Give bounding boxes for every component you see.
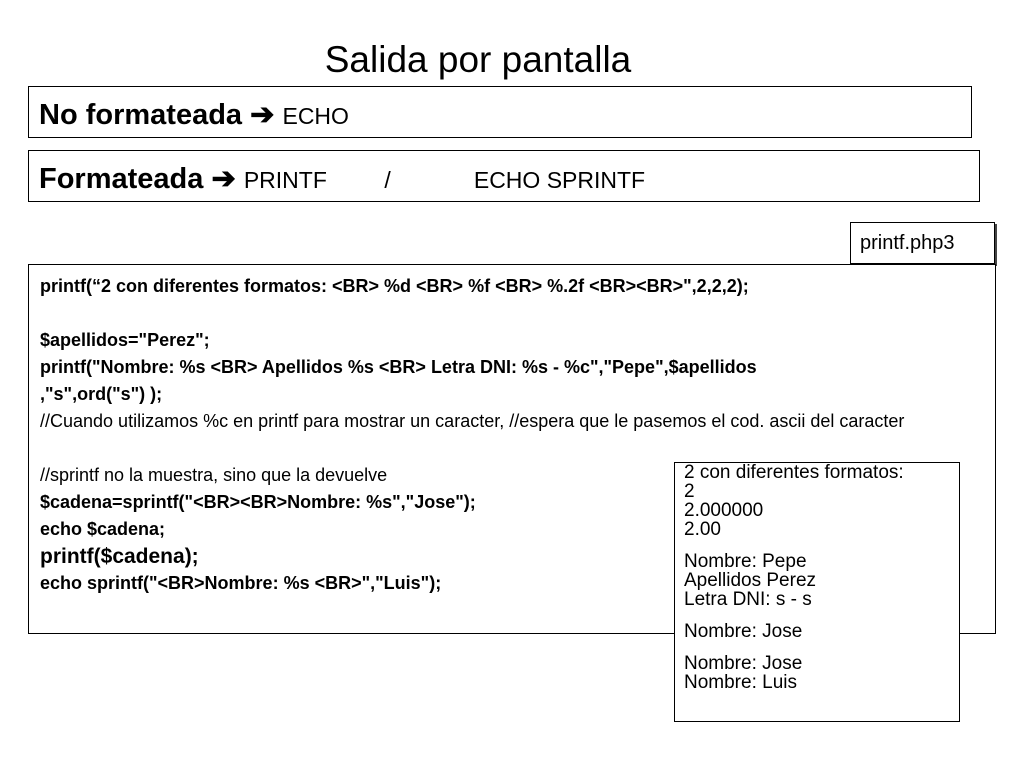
- code-line: printf("Nombre: %s <BR> Apellidos %s <BR> Letra DNI: %s - %c","Pepe",$apellidos: [40, 357, 757, 377]
- output-line: Nombre: Jose: [684, 653, 803, 674]
- formateada-box: [28, 150, 980, 202]
- code-comment: //Cuando utilizamos %c en printf para mostrar un caracter, //espera que le pasemos el cod. ascii del caracter: [40, 411, 905, 431]
- code-comment: //sprintf no la muestra, sino que la devuelve: [40, 465, 388, 485]
- code-line: printf($cadena);: [40, 545, 199, 568]
- output-line: Letra DNI: s - s: [684, 589, 812, 610]
- formateada-label: Formateada: [39, 163, 204, 195]
- arrow-right-icon: ➔: [250, 99, 275, 131]
- code-line: echo sprintf("<BR>Nombre: %s <BR>","Luis");: [40, 573, 442, 593]
- output-line: Nombre: Jose: [684, 621, 803, 642]
- output-line: Nombre: Luis: [684, 672, 797, 693]
- code-line: printf(“2 con diferentes formatos: <BR> %d <BR> %f <BR> %.2f <BR><BR>",2,2,2);: [40, 276, 749, 296]
- no-formateada-value: ECHO: [282, 103, 349, 129]
- output-line: 2 con diferentes formatos:: [684, 462, 904, 483]
- code-line: $apellidos="Perez";: [40, 330, 210, 350]
- code-line: ,"s",ord("s") );: [40, 384, 163, 404]
- no-formateada-label: No formateada: [39, 99, 243, 131]
- page-title: Salida por pantalla: [324, 39, 632, 80]
- output-line: Nombre: Pepe: [684, 551, 807, 572]
- no-formateada-box: [28, 86, 972, 138]
- code-blank-line: [40, 300, 981, 327]
- formateada-value: PRINTF / ECHO SPRINTF: [243, 167, 646, 193]
- code-blank-line: [40, 435, 981, 462]
- output-box: [674, 462, 960, 722]
- output-line: 2.000000: [684, 500, 764, 521]
- output-line: 2: [684, 481, 695, 502]
- arrow-right-icon: ➔: [211, 163, 236, 195]
- filename-label: printf.php3: [850, 222, 995, 264]
- output-line: 2.00: [684, 519, 721, 540]
- output-line: Apellidos Perez: [684, 570, 817, 591]
- code-line: echo $cadena;: [40, 519, 166, 539]
- code-line: $cadena=sprintf("<BR><BR>Nombre: %s","Jose");: [40, 492, 476, 512]
